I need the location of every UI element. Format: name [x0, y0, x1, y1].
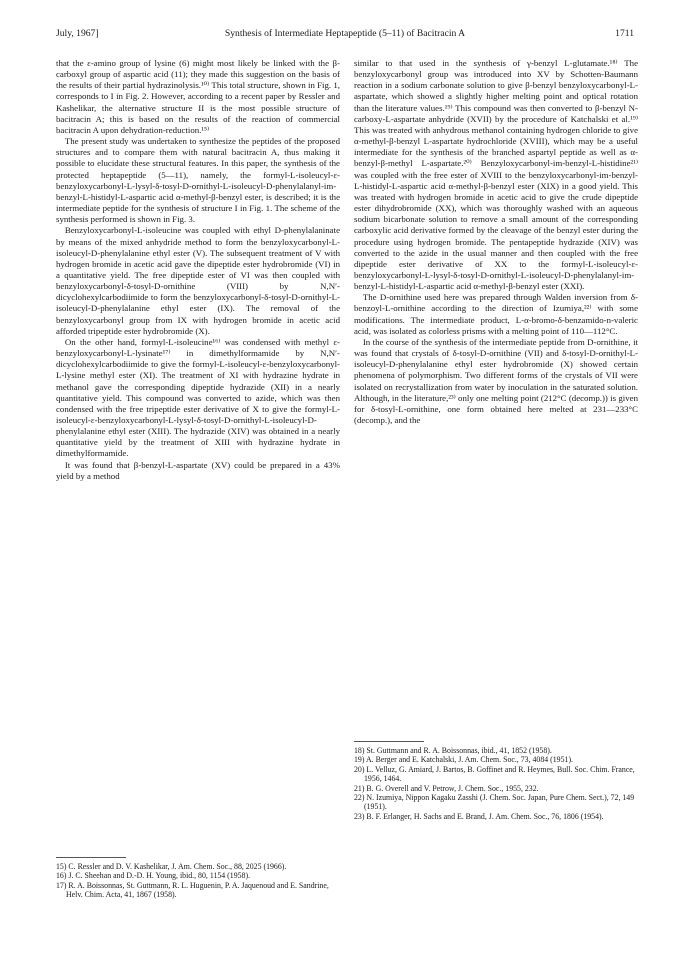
footnote-rule — [354, 741, 424, 742]
paragraph: similar to that used in the synthesis of γ-benzyl L-glutamate.¹⁸⁾ The benzyloxycarbonyl group was introduced into XV by Schotten-Baumann reaction in a sodium carbonate solution to give β-benzyl benzyloxycarbonyl-L-aspartate, which showed a slightly higher melting point and optical rotation than the literature values.¹⁹⁾ This compound was then converted to β-benzyl N-carboxy-L-aspartate anhydride (XVII) by the procedure of Katchalski et al.¹⁹⁾ This was treated with anhydrous methanol containing hydrogen chloride to give α-methyl-β-benzyl L-aspartate hydrochloride (XVIII), which may be a useful intermediate for the synthesis of the branched aspartyl peptide as well as α-benzyl-β-methyl L-aspartate.²⁰⁾ Benzyloxycarbonyl-im-benzyl-L-histidine²¹⁾ was coupled with the free ester of XVIII to the benzyloxycarbonyl-im-benzyl-L-histidyl-L-aspartic acid α-methyl-β-benzyl ester (XIX) in a good yield. This was treated with hydrogen bromide in acetic acid to give the crude dipeptide ester dihydrobromide (XX), which was thoroughly washed with an aqueous sodium bicarbonate solution to remove a small amount of the corresponding carboxylic acid derivative formed by the cleavage of the benzyl ester during the procedure using hydrogen bromide. The pentapeptide hydrazide (XIV) was converted to the azide in the usual manner and then coupled with the free dipeptide ester derivative of XX to the formyl-L-isoleucyl-ε-benzyloxycarbonyl-L-lysyl-δ-tosyl-D-ornithyl-L-isoleucyl-D-phenylalanyl-im-benzyl-L-histidyl-L-aspartic acid α-methyl-β-benzyl ester (XXI). — [354, 58, 638, 292]
right-column — [354, 58, 638, 426]
header-title: Synthesis of Intermediate Heptapeptide (5–11) of Bacitracin A — [224, 28, 466, 39]
footnote: 15) C. Ressler and D. V. Kashelikar, J. Am. Chem. Soc., 88, 2025 (1966). — [56, 862, 287, 871]
left-column — [56, 58, 340, 482]
footnote: 19) A. Berger and E. Katchalski, J. Am. Chem. Soc., 73, 4084 (1951). — [354, 755, 574, 765]
footnote: 21) B. G. Overell and V. Petrow, J. Chem. Soc., 1955, 232. — [354, 783, 539, 793]
footnote: 18) St. Guttmann and R. A. Boissonnas, ibid., 41, 1852 (1958). — [354, 746, 552, 755]
footnote: 23) B. F. Erlanger, H. Sachs and E. Brand, J. Am. Chem. Soc., 76, 1806 (1954). — [354, 811, 604, 821]
footnote-rule — [56, 857, 126, 858]
running-header — [56, 28, 634, 42]
paragraph: In the course of the synthesis of the intermediate peptide from D-ornithine, it was found that crystals of δ-tosyl-D-ornithine (VII) and δ-tosyl-D-ornithyl-L-isoleucyl-D-phenylalanine ethyl ester hydrobromide (X) showed certain phenomena of polymorphism. Two different forms of the crystals of VII were isolated on recrystallization from water by inoculation in the saturated solution. Although, in the literature,²³⁾ only one melting point (212°C (decomp.)) is given for δ-tosyl-L-ornithine, one form obtained here melted at 231—233°C (decomp.), and the — [354, 336, 638, 425]
footnote: 22) N. Izumiya, Nippon Kagaku Zasshi (J. Chem. Soc. Japan, Pure Chem. Sect.), 72, 149 (1951). — [354, 793, 635, 812]
paragraph: The D-ornithine used here was prepared through Walden inversion from δ-benzoyl-L-ornithine according to the direction of Izumiya,²²⁾ with some modifications. The intermediate product, L-α-bromo-δ-benzamido-n-valeric acid, was isolated as colorless prisms with a melting point of 110—112°C. — [354, 292, 638, 336]
page-number: 1711 — [615, 28, 634, 39]
paragraph: Benzyloxycarbonyl-L-isoleucine was coupled with ethyl D-phenylalaninate by means of the mixed anhydride method to form the benzyloxycarbonyl-L-isoleucyl-D-phenylalanine ethyl ester (V). The subsequent treatment of V with hydrogen bromide in acetic acid gave the dipeptide ester hydrobromide (VI) in a quantitative yield. The free dipeptide ester of VI was then coupled with benzyloxycarbonyl-δ-tosyl-D-ornithine (VIII) by N,N′-dicyclohexylcarbodiimide to form the benzyloxycarbonyl-δ-tosyl-D-ornithyl-L-isoleucyl-D-phenylalanine ethyl ester (IX). The removal of the benzyloxycarbonyl group from IX with hydrogen bromide in acetic acid afforded tripeptide ester hydrobromide (X). — [56, 225, 340, 336]
footnote: 20) L. Velluz, G. Amiard, J. Bartos, B. Goffinet and R. Heymes, Bull. Soc. Chim. France, 1956, 1464. — [354, 764, 635, 784]
paragraph: It was found that β-benzyl-L-aspartate (XV) could be prepared in a 43% yield by a method — [56, 459, 340, 481]
paragraph: On the other hand, formyl-L-isoleucine¹⁶⁾ was condensed with methyl ε-benzyloxycarbonyl-L-lysinate¹⁷⁾ in dimethylformamide by N,N′-dicyclohexylcarbodiimide to give the formyl-L-isoleucyl-ε-benzyloxycarbonyl-L-lysine methyl ester (XI). The treatment of XI with hydrazine hydrate in methanol gave the corresponding dipeptide hydrazide (XII) in a nearly quantitative yield. This compound was converted to azide, which was then condensed with the free tripeptide ester derivative of X to give the formyl-L-isoleucyl-ε-benzyloxycarbonyl-L-lysyl-δ-tosyl-D-ornithyl-L-isoleucyl-D-phenylalanine ethyl ester (XIII). The hydrazide (XIV) was obtained in a nearly quantitative yield by the treatment of XIII with hydrazine hydrate in dimethylformamide. — [56, 336, 340, 459]
footnotes-left — [56, 857, 340, 900]
footnote: 16) J. C. Sheehan and D.-D. H. Young, ibid., 80, 1154 (1958). — [56, 871, 251, 881]
footnotes-right — [354, 741, 638, 821]
paragraph: that the ε-amino group of lysine (6) might most likely be linked with the β-carboxyl group of aspartic acid (11); they made this suggestion on the basis of the results of their partial hydrazinolysis.¹⁰⁾ This total structure, shown in Fig. 1, corresponds to I in Fig. 2. However, according to a recent paper by Ressler and Kashelikar, the alternative structure II is the most possible structure of bacitracin A; this is based on the results of the reaction of commercial bacitracin A upon dehydration-reduction.¹⁵⁾ — [56, 58, 340, 135]
footnote: 17) R. A. Boissonnas, St. Guttmann, R. L. Huguenin, P. A. Jaquenoud and E. Sandrine, Helv. Chim. Acta, 41, 1867 (1958). — [56, 880, 329, 900]
header-date: July, 1967] — [56, 28, 99, 39]
paragraph: The present study was undertaken to synthesize the peptides of the proposed structures and to compare them with natural bacitracin A, thus making it possible to elucidate these structural features. In this paper, the synthesis of the protected heptapeptide (5—11), namely, the formyl-L-isoleucyl-ε-benzyloxycarbonyl-L-lysyl-δ-tosyl-D-ornithyl-L-isoleucyl-D-phenylalanyl-im-benzyl-L-histidyl-L-aspartic acid α-methyl-β-benzyl ester, is described; it is the intermediate peptide for the synthesis of structure I in Fig. 1. The scheme of the synthesis performed is shown in Fig. 3. — [56, 136, 340, 225]
